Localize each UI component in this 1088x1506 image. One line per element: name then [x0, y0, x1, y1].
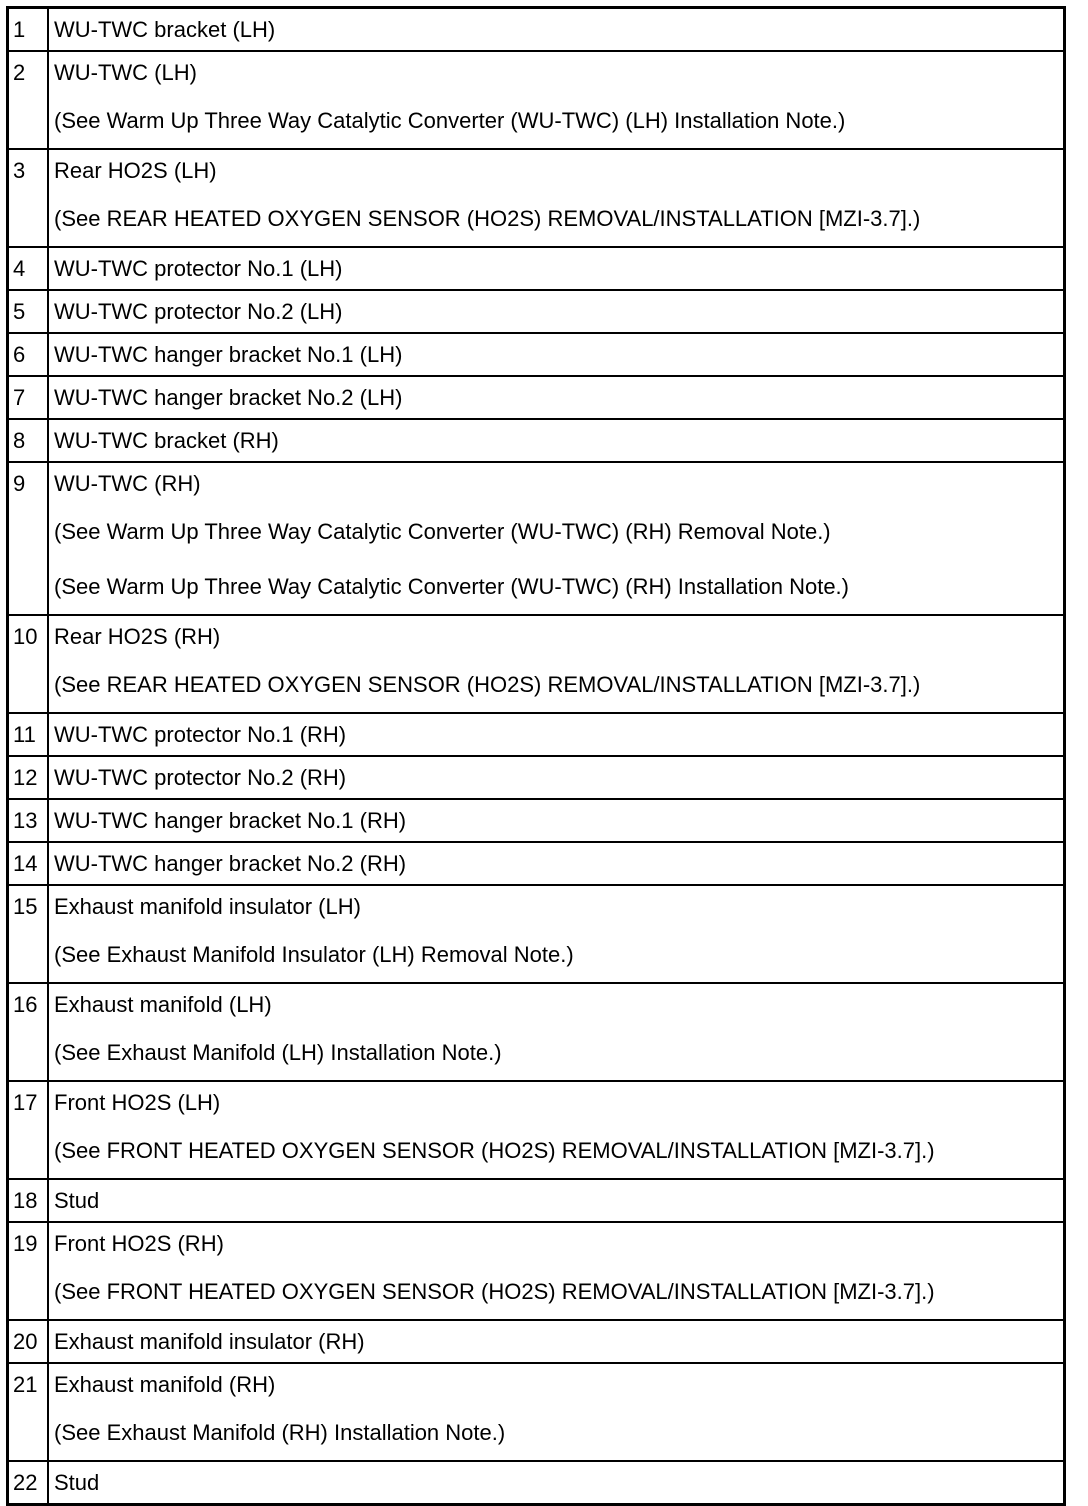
part-name: WU-TWC protector No.2 (LH) [54, 299, 343, 324]
part-name: Exhaust manifold (RH) [54, 1372, 276, 1397]
part-number-text: 1 [13, 17, 26, 42]
part-name: WU-TWC hanger bracket No.1 (LH) [54, 342, 403, 367]
part-note-link[interactable]: (See REAR HEATED OXYGEN SENSOR (HO2S) REMOVAL/INSTALLATION [MZI-3.7].) [54, 672, 921, 697]
part-number-text: 18 [13, 1188, 38, 1213]
part-description [48, 333, 1065, 376]
part-description [48, 615, 1065, 713]
part-note-link[interactable]: (See Exhaust Manifold (RH) Installation Note.) [54, 1420, 506, 1445]
part-name: WU-TWC protector No.1 (LH) [54, 256, 343, 281]
part-number [8, 1222, 49, 1320]
part-number-text: 8 [13, 428, 26, 453]
table-row [8, 756, 1065, 799]
part-name: WU-TWC (LH) [54, 60, 197, 85]
part-number [8, 1320, 49, 1363]
part-description [48, 1081, 1065, 1179]
table-row [8, 983, 1065, 1081]
table-row [8, 1320, 1065, 1363]
table-row [8, 8, 1065, 52]
part-number [8, 333, 49, 376]
part-number-text: 4 [13, 256, 26, 281]
part-note-link[interactable]: (See Exhaust Manifold (LH) Installation Note.) [54, 1040, 502, 1065]
table-row [8, 1222, 1065, 1320]
part-name: Exhaust manifold insulator (LH) [54, 894, 361, 919]
part-description [48, 290, 1065, 333]
part-number-text: 5 [13, 299, 26, 324]
part-description [48, 247, 1065, 290]
part-number [8, 983, 49, 1081]
table-row [8, 247, 1065, 290]
part-name: Exhaust manifold insulator (RH) [54, 1329, 365, 1354]
part-number-text: 22 [13, 1470, 38, 1495]
table-row [8, 1081, 1065, 1179]
table-row [8, 290, 1065, 333]
part-number-text: 9 [13, 471, 26, 496]
part-number [8, 756, 49, 799]
part-description [48, 713, 1065, 756]
part-number-text: 11 [13, 722, 36, 747]
part-number-text: 12 [13, 765, 38, 790]
part-description [48, 1461, 1065, 1505]
part-name: Front HO2S (LH) [54, 1090, 221, 1115]
part-number [8, 713, 49, 756]
part-description [48, 419, 1065, 462]
part-description [48, 8, 1065, 52]
part-number [8, 149, 49, 247]
part-number-text: 13 [13, 808, 38, 833]
table-row [8, 1363, 1065, 1461]
part-number [8, 885, 49, 983]
part-note-link[interactable]: (See FRONT HEATED OXYGEN SENSOR (HO2S) REMOVAL/INSTALLATION [MZI-3.7].) [54, 1138, 935, 1163]
part-number-text: 16 [13, 992, 38, 1017]
part-description [48, 462, 1065, 615]
part-number [8, 1081, 49, 1179]
table-row [8, 462, 1065, 615]
part-number [8, 799, 49, 842]
part-name: WU-TWC protector No.1 (RH) [54, 722, 347, 747]
part-description [48, 799, 1065, 842]
part-note-link[interactable]: (See Warm Up Three Way Catalytic Converter (WU-TWC) (RH) Installation Note.) [54, 574, 849, 599]
part-number-text: 7 [13, 385, 26, 410]
table-row [8, 376, 1065, 419]
part-description [48, 1320, 1065, 1363]
part-number [8, 1179, 49, 1222]
part-note-link[interactable]: (See REAR HEATED OXYGEN SENSOR (HO2S) REMOVAL/INSTALLATION [MZI-3.7].) [54, 206, 921, 231]
part-description [48, 983, 1065, 1081]
part-number-text: 19 [13, 1231, 38, 1256]
part-description [48, 149, 1065, 247]
part-description [48, 1222, 1065, 1320]
part-description [48, 756, 1065, 799]
part-name: WU-TWC hanger bracket No.1 (RH) [54, 808, 407, 833]
part-name: WU-TWC hanger bracket No.2 (RH) [54, 851, 407, 876]
part-number [8, 462, 49, 615]
part-description [48, 1179, 1065, 1222]
part-number [8, 8, 49, 52]
table-row [8, 885, 1065, 983]
part-note-link[interactable]: (See Warm Up Three Way Catalytic Converter (WU-TWC) (LH) Installation Note.) [54, 108, 846, 133]
part-number [8, 615, 49, 713]
table-row [8, 713, 1065, 756]
part-number-text: 2 [13, 60, 26, 85]
part-note-link[interactable]: (See Exhaust Manifold Insulator (LH) Removal Note.) [54, 942, 574, 967]
part-number-text: 15 [13, 894, 38, 919]
table-row [8, 1461, 1065, 1505]
part-number-text: 3 [13, 158, 26, 183]
part-name: Front HO2S (RH) [54, 1231, 224, 1256]
part-name: WU-TWC hanger bracket No.2 (LH) [54, 385, 403, 410]
part-description [48, 885, 1065, 983]
part-name: Exhaust manifold (LH) [54, 992, 272, 1017]
table-row [8, 51, 1065, 149]
part-number [8, 376, 49, 419]
table-row [8, 799, 1065, 842]
part-name: WU-TWC bracket (LH) [54, 17, 276, 42]
part-number [8, 1461, 49, 1505]
table-row [8, 1179, 1065, 1222]
part-number-text: 17 [13, 1090, 38, 1115]
part-description [48, 51, 1065, 149]
part-description [48, 842, 1065, 885]
part-number-text: 6 [13, 342, 26, 367]
part-name: Stud [54, 1470, 100, 1495]
part-number-text: 14 [13, 851, 38, 876]
part-number [8, 1363, 49, 1461]
part-note-link[interactable]: (See Warm Up Three Way Catalytic Converter (WU-TWC) (RH) Removal Note.) [54, 519, 831, 544]
part-number [8, 419, 49, 462]
part-description [48, 376, 1065, 419]
part-name: WU-TWC bracket (RH) [54, 428, 279, 453]
part-number [8, 290, 49, 333]
part-name: Rear HO2S (RH) [54, 624, 221, 649]
part-number-text: 21 [13, 1372, 38, 1397]
table-row [8, 615, 1065, 713]
part-number [8, 247, 49, 290]
part-name: WU-TWC (RH) [54, 471, 201, 496]
parts-table [6, 6, 1066, 1506]
part-number-text: 20 [13, 1329, 38, 1354]
parts-table-body [8, 8, 1065, 1505]
table-row [8, 333, 1065, 376]
part-note-link[interactable]: (See FRONT HEATED OXYGEN SENSOR (HO2S) REMOVAL/INSTALLATION [MZI-3.7].) [54, 1279, 935, 1304]
part-number [8, 842, 49, 885]
part-name: Rear HO2S (LH) [54, 158, 217, 183]
table-row [8, 842, 1065, 885]
table-row [8, 149, 1065, 247]
part-number-text: 10 [13, 624, 38, 649]
part-name: WU-TWC protector No.2 (RH) [54, 765, 347, 790]
table-row [8, 419, 1065, 462]
part-description [48, 1363, 1065, 1461]
part-name: Stud [54, 1188, 100, 1213]
part-number [8, 51, 49, 149]
